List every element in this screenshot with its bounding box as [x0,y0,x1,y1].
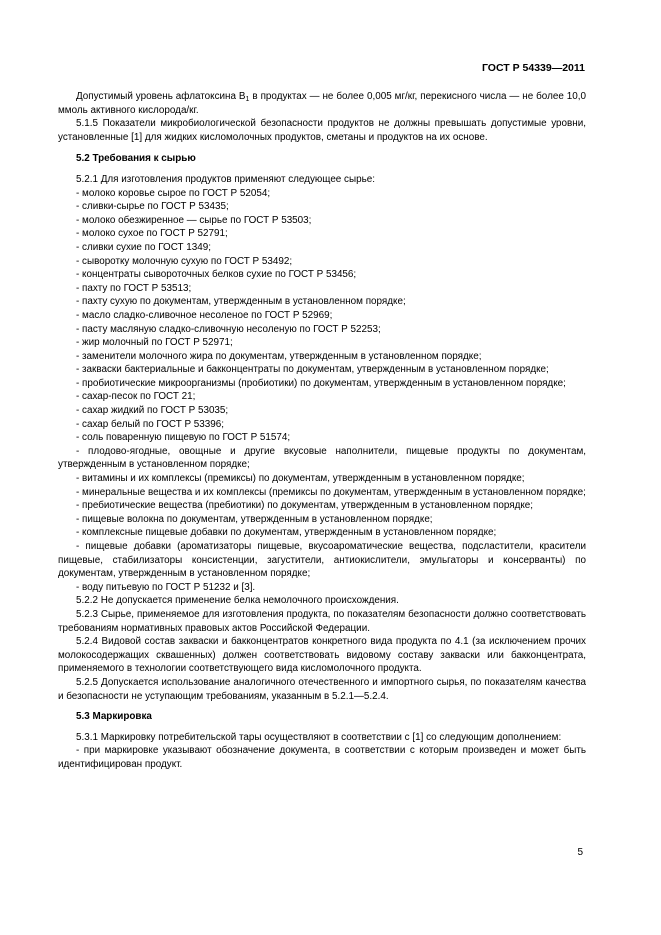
list-item: - сливки-сырье по ГОСТ Р 53435; [76,201,229,213]
document-code: ГОСТ Р 54339—2011 [481,62,585,74]
section-heading-5-3: 5.3 Маркировка [76,711,152,723]
list-item: - заменители молочного жира по документам, утвержденным в установленном порядке; [76,350,482,362]
list-item: - пасту масляную сладко-сливочную несоленую по ГОСТ Р 52253; [76,323,381,335]
paragraph-5-3-1: 5.3.1 Маркировку потребительской тары осуществляют в соответствии с [1] со следующим дополнением: [76,731,562,743]
paragraph-5-2-5: 5.2.5 Допускается использование аналогичного отечественного и импортного сырья, по показателям качества и безопасности не уступающим требованиям, указанным в 5.2.1—5.2.4. [58,676,586,702]
list-item: - при маркировке указывают обозначение документа, в соответствии с которым произведен и может быть идентифицирован продукт. [58,745,586,770]
section-heading-5-2: 5.2 Требования к сырью [76,153,196,165]
list-item: - пахту сухую по документам, утвержденным в установленном порядке; [76,296,406,308]
list-item: - жир молочный по ГОСТ Р 52971; [76,337,233,349]
list-item: - пробиотические микроорганизмы (пробиотики) по документам, утвержденным в установленном порядке; [76,377,566,389]
list-item: - сыворотку молочную сухую по ГОСТ Р 53492; [76,255,293,267]
list-item: - молоко обезжиренное — сырье по ГОСТ Р 53503; [76,214,312,226]
list-item: - закваски бактериальные и бакконцентраты по документам, утвержденным в установленном порядке; [76,364,549,376]
aflatoxin-paragraph [58,90,586,117]
raw-materials-list [58,187,586,595]
list-item: - пищевые добавки (ароматизаторы пищевые, вкусоароматические вещества, подсластители, красители пищевые, стабилизаторы консистенции, загустители, антиокислители, эмульгаторы и консерванты) по документам, утвержденным в установленном порядке; [58,541,586,580]
paragraph-5-2-2: 5.2.2 Не допускается применение белка немолочного происхождения. [76,595,399,607]
list-item: - сахар-песок по ГОСТ 21; [76,391,196,403]
list-item: - соль поваренную пищевую по ГОСТ Р 51574; [76,432,291,444]
aflatoxin-text-end: в продуктах — не более 0,005 мг/кг, перекисного числа — не более 10,0 ммоль активного кислорода/кг. [58,91,586,116]
list-item: - сахар белый по ГОСТ Р 53396; [76,418,225,430]
document-body [58,90,586,772]
list-item: - пребиотические вещества (пребиотики) по документам, утвержденным в установленном порядке; [76,500,534,512]
paragraph-5-2-3: 5.2.3 Сырье, применяемое для изготовления продукта, по показателям безопасности должно соответствовать требованиям нормативных правовых актов Российской Федерации. [58,608,586,634]
list-item: - плодово-ягодные, овощные и другие вкусовые наполнители, пищевые продукты по документам, утвержденным в установленном порядке; [58,445,586,471]
list-item: - минеральные вещества и их комплексы (премиксы по документам, утвержденным в установленном порядке; [76,486,586,498]
list-item: - сахар жидкий по ГОСТ Р 53035; [76,405,229,417]
list-item: - витамины и их комплексы (премиксы) по документам, утвержденным в установленном порядке; [76,473,525,485]
list-item: - комплексные пищевые добавки по документам, утвержденным в установленном порядке; [76,527,497,539]
list-item: - воду питьевую по ГОСТ Р 51232 и [3]. [76,581,256,593]
list-item: - сливки сухие по ГОСТ 1349; [76,241,211,253]
list-item: - молоко сухое по ГОСТ Р 52791; [76,228,228,240]
paragraph-5-2-1: 5.2.1 Для изготовления продуктов применяют следующее сырье: [76,173,375,185]
aflatoxin-text: Допустимый уровень афлатоксина В [76,91,246,102]
list-item: - пищевые волокна по документам, утвержденным в установленном порядке; [76,513,433,525]
paragraph-5-2-4: 5.2.4 Видовой состав закваски и бакконцентратов конкретного вида продукта по 4.1 (за исключением прочих молокосодержащих сквашенных) должен соответствовать видовому составу закваски или бакконцентрата, применяемого в технологии соответствующего вида кисломолочного продукта. [58,636,586,675]
list-item: - молоко коровье сырое по ГОСТ Р 52054; [76,187,271,199]
list-item: - масло сладко-сливочное несоленое по ГОСТ Р 52969; [76,309,333,321]
list-item: - концентраты сывороточных белков сухие по ГОСТ Р 53456; [76,269,357,281]
aflatoxin-subscript: 1 [245,96,250,103]
paragraph-5-1-5: 5.1.5 Показатели микробиологической безопасности продуктов не должны превышать допустимые уровни, установленные [1] для жидких кисломолочных продуктов, сметаны и продуктов на их основе. [58,118,586,143]
page-number: 5 [577,847,583,858]
list-item: - пахту по ГОСТ Р 53513; [76,282,192,294]
